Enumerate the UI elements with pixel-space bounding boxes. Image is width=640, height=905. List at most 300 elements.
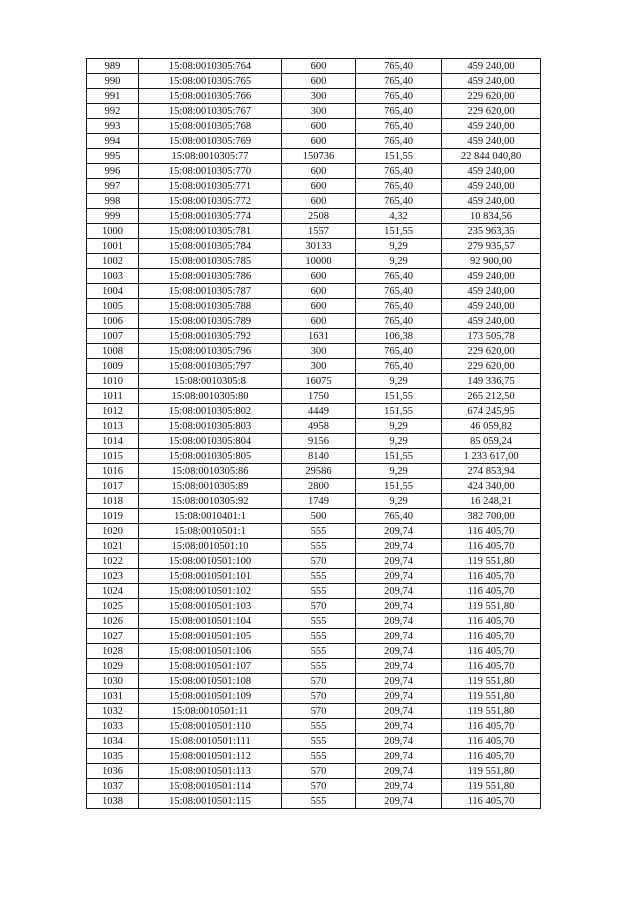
area-cell: 1750 [282, 389, 356, 404]
table-row [87, 779, 541, 794]
cadastral-value-cell: 459 240,00 [442, 269, 541, 284]
cadastral-number-cell: 15:08:0010305:786 [139, 269, 282, 284]
cadastral-value-cell: 382 700,00 [442, 509, 541, 524]
specific-value-cell: 151,55 [356, 389, 442, 404]
cadastral-value-cell: 116 405,70 [442, 629, 541, 644]
cadastral-value-cell: 459 240,00 [442, 134, 541, 149]
cadastral-number-cell: 15:08:0010501:112 [139, 749, 282, 764]
cadastral-value-cell: 274 853,94 [442, 464, 541, 479]
row-number-cell: 1002 [87, 254, 139, 269]
cadastral-number-cell: 15:08:0010305:797 [139, 359, 282, 374]
specific-value-cell: 106,38 [356, 329, 442, 344]
table-row [87, 239, 541, 254]
area-cell: 555 [282, 569, 356, 584]
cadastral-number-cell: 15:08:0010305:768 [139, 119, 282, 134]
table-row [87, 164, 541, 179]
table-row [87, 494, 541, 509]
cadastral-number-cell: 15:08:0010401:1 [139, 509, 282, 524]
cadastral-value-cell: 149 336,75 [442, 374, 541, 389]
cadastral-value-cell: 459 240,00 [442, 119, 541, 134]
specific-value-cell: 765,40 [356, 74, 442, 89]
area-cell: 1631 [282, 329, 356, 344]
row-number-cell: 1029 [87, 659, 139, 674]
area-cell: 300 [282, 104, 356, 119]
specific-value-cell: 765,40 [356, 89, 442, 104]
cadastral-number-cell: 15:08:0010501:101 [139, 569, 282, 584]
row-number-cell: 1023 [87, 569, 139, 584]
area-cell: 600 [282, 269, 356, 284]
area-cell: 555 [282, 794, 356, 809]
cadastral-number-cell: 15:08:0010501:115 [139, 794, 282, 809]
cadastral-number-cell: 15:08:0010305:785 [139, 254, 282, 269]
cadastral-number-cell: 15:08:0010305:766 [139, 89, 282, 104]
cadastral-number-cell: 15:08:0010501:11 [139, 704, 282, 719]
row-number-cell: 1009 [87, 359, 139, 374]
table-row [87, 599, 541, 614]
row-number-cell: 1012 [87, 404, 139, 419]
cadastral-value-cell: 229 620,00 [442, 104, 541, 119]
specific-value-cell: 765,40 [356, 344, 442, 359]
area-cell: 570 [282, 554, 356, 569]
table-row [87, 554, 541, 569]
table-row [87, 434, 541, 449]
table-row [87, 119, 541, 134]
cadastral-value-cell: 119 551,80 [442, 779, 541, 794]
cadastral-value-cell: 10 834,56 [442, 209, 541, 224]
row-number-cell: 989 [87, 59, 139, 74]
cadastral-number-cell: 15:08:0010305:8 [139, 374, 282, 389]
table-row [87, 644, 541, 659]
table-row [87, 419, 541, 434]
row-number-cell: 1032 [87, 704, 139, 719]
cadastral-number-cell: 15:08:0010305:805 [139, 449, 282, 464]
row-number-cell: 1019 [87, 509, 139, 524]
row-number-cell: 1016 [87, 464, 139, 479]
table-row [87, 329, 541, 344]
row-number-cell: 1024 [87, 584, 139, 599]
cadastral-number-cell: 15:08:0010305:86 [139, 464, 282, 479]
cadastral-value-cell: 16 248,21 [442, 494, 541, 509]
area-cell: 2800 [282, 479, 356, 494]
table-row [87, 674, 541, 689]
row-number-cell: 1008 [87, 344, 139, 359]
area-cell: 600 [282, 284, 356, 299]
table-row [87, 89, 541, 104]
cadastral-value-cell: 235 963,35 [442, 224, 541, 239]
specific-value-cell: 209,74 [356, 734, 442, 749]
area-cell: 570 [282, 599, 356, 614]
specific-value-cell: 151,55 [356, 404, 442, 419]
cadastral-value-cell: 119 551,80 [442, 704, 541, 719]
cadastral-number-cell: 15:08:0010305:770 [139, 164, 282, 179]
cadastral-value-cell: 229 620,00 [442, 89, 541, 104]
specific-value-cell: 765,40 [356, 59, 442, 74]
specific-value-cell: 209,74 [356, 569, 442, 584]
cadastral-number-cell: 15:08:0010305:803 [139, 419, 282, 434]
area-cell: 570 [282, 779, 356, 794]
cadastral-value-cell: 459 240,00 [442, 179, 541, 194]
area-cell: 9156 [282, 434, 356, 449]
row-number-cell: 991 [87, 89, 139, 104]
cadastral-value-cell: 459 240,00 [442, 164, 541, 179]
table-row [87, 299, 541, 314]
cadastral-number-cell: 15:08:0010305:796 [139, 344, 282, 359]
cadastral-number-cell: 15:08:0010305:792 [139, 329, 282, 344]
row-number-cell: 1005 [87, 299, 139, 314]
cadastral-value-cell: 116 405,70 [442, 539, 541, 554]
specific-value-cell: 765,40 [356, 104, 442, 119]
area-cell: 570 [282, 764, 356, 779]
cadastral-number-cell: 15:08:0010305:80 [139, 389, 282, 404]
row-number-cell: 1000 [87, 224, 139, 239]
table-row [87, 224, 541, 239]
specific-value-cell: 209,74 [356, 794, 442, 809]
cadastral-value-cell: 173 505,78 [442, 329, 541, 344]
cadastral-value-cell: 279 935,57 [442, 239, 541, 254]
area-cell: 570 [282, 674, 356, 689]
area-cell: 600 [282, 134, 356, 149]
specific-value-cell: 209,74 [356, 599, 442, 614]
specific-value-cell: 765,40 [356, 284, 442, 299]
cadastral-value-cell: 119 551,80 [442, 689, 541, 704]
area-cell: 8140 [282, 449, 356, 464]
table-row [87, 209, 541, 224]
table-row [87, 389, 541, 404]
specific-value-cell: 765,40 [356, 314, 442, 329]
area-cell: 600 [282, 314, 356, 329]
row-number-cell: 1028 [87, 644, 139, 659]
area-cell: 500 [282, 509, 356, 524]
area-cell: 4449 [282, 404, 356, 419]
table-row [87, 509, 541, 524]
table-row [87, 764, 541, 779]
specific-value-cell: 209,74 [356, 524, 442, 539]
specific-value-cell: 209,74 [356, 779, 442, 794]
cadastral-number-cell: 15:08:0010501:109 [139, 689, 282, 704]
cadastral-value-cell: 116 405,70 [442, 719, 541, 734]
table-row [87, 539, 541, 554]
cadastral-value-cell: 119 551,80 [442, 674, 541, 689]
cadastral-number-cell: 15:08:0010501:102 [139, 584, 282, 599]
area-cell: 16075 [282, 374, 356, 389]
specific-value-cell: 151,55 [356, 149, 442, 164]
specific-value-cell: 209,74 [356, 764, 442, 779]
row-number-cell: 1014 [87, 434, 139, 449]
table-row [87, 104, 541, 119]
area-cell: 10000 [282, 254, 356, 269]
area-cell: 2508 [282, 209, 356, 224]
cadastral-number-cell: 15:08:0010501:107 [139, 659, 282, 674]
row-number-cell: 1026 [87, 614, 139, 629]
cadastral-number-cell: 15:08:0010305:772 [139, 194, 282, 209]
row-number-cell: 1021 [87, 539, 139, 554]
specific-value-cell: 209,74 [356, 554, 442, 569]
row-number-cell: 1036 [87, 764, 139, 779]
specific-value-cell: 765,40 [356, 299, 442, 314]
cadastral-value-cell: 116 405,70 [442, 794, 541, 809]
area-cell: 555 [282, 584, 356, 599]
cadastral-number-cell: 15:08:0010305:784 [139, 239, 282, 254]
cadastral-value-cell: 674 245,95 [442, 404, 541, 419]
row-number-cell: 1030 [87, 674, 139, 689]
table-row [87, 149, 541, 164]
specific-value-cell: 209,74 [356, 689, 442, 704]
table-row [87, 659, 541, 674]
row-number-cell: 1010 [87, 374, 139, 389]
row-number-cell: 1013 [87, 419, 139, 434]
cadastral-value-cell: 116 405,70 [442, 614, 541, 629]
cadastral-value-table [86, 58, 541, 809]
specific-value-cell: 765,40 [356, 194, 442, 209]
cadastral-number-cell: 15:08:0010501:103 [139, 599, 282, 614]
row-number-cell: 993 [87, 119, 139, 134]
cadastral-number-cell: 15:08:0010501:10 [139, 539, 282, 554]
table-row [87, 464, 541, 479]
cadastral-value-cell: 116 405,70 [442, 644, 541, 659]
cadastral-number-cell: 15:08:0010501:108 [139, 674, 282, 689]
table-row [87, 794, 541, 809]
cadastral-number-cell: 15:08:0010305:89 [139, 479, 282, 494]
row-number-cell: 1015 [87, 449, 139, 464]
area-cell: 300 [282, 359, 356, 374]
area-cell: 150736 [282, 149, 356, 164]
area-cell: 300 [282, 344, 356, 359]
specific-value-cell: 209,74 [356, 584, 442, 599]
row-number-cell: 1027 [87, 629, 139, 644]
row-number-cell: 1006 [87, 314, 139, 329]
cadastral-value-cell: 265 212,50 [442, 389, 541, 404]
cadastral-number-cell: 15:08:0010305:92 [139, 494, 282, 509]
specific-value-cell: 765,40 [356, 179, 442, 194]
table-row [87, 719, 541, 734]
cadastral-number-cell: 15:08:0010501:1 [139, 524, 282, 539]
row-number-cell: 997 [87, 179, 139, 194]
specific-value-cell: 209,74 [356, 749, 442, 764]
specific-value-cell: 765,40 [356, 509, 442, 524]
specific-value-cell: 765,40 [356, 119, 442, 134]
row-number-cell: 1011 [87, 389, 139, 404]
table-row [87, 614, 541, 629]
table-row [87, 404, 541, 419]
row-number-cell: 1020 [87, 524, 139, 539]
row-number-cell: 999 [87, 209, 139, 224]
row-number-cell: 1022 [87, 554, 139, 569]
specific-value-cell: 209,74 [356, 539, 442, 554]
cadastral-number-cell: 15:08:0010501:100 [139, 554, 282, 569]
row-number-cell: 996 [87, 164, 139, 179]
table-row [87, 359, 541, 374]
table-row [87, 689, 541, 704]
area-cell: 555 [282, 749, 356, 764]
cadastral-value-cell: 424 340,00 [442, 479, 541, 494]
area-cell: 570 [282, 689, 356, 704]
row-number-cell: 1025 [87, 599, 139, 614]
table-row [87, 569, 541, 584]
cadastral-number-cell: 15:08:0010305:769 [139, 134, 282, 149]
area-cell: 555 [282, 539, 356, 554]
cadastral-number-cell: 15:08:0010501:113 [139, 764, 282, 779]
row-number-cell: 1033 [87, 719, 139, 734]
table-row [87, 479, 541, 494]
cadastral-value-cell: 229 620,00 [442, 359, 541, 374]
table-row [87, 74, 541, 89]
cadastral-value-cell: 229 620,00 [442, 344, 541, 359]
table-row [87, 134, 541, 149]
specific-value-cell: 9,29 [356, 419, 442, 434]
area-cell: 1557 [282, 224, 356, 239]
cadastral-value-cell: 116 405,70 [442, 524, 541, 539]
table-row [87, 374, 541, 389]
row-number-cell: 1018 [87, 494, 139, 509]
specific-value-cell: 209,74 [356, 674, 442, 689]
cadastral-value-cell: 85 059,24 [442, 434, 541, 449]
row-number-cell: 1001 [87, 239, 139, 254]
cadastral-value-cell: 459 240,00 [442, 284, 541, 299]
area-cell: 600 [282, 164, 356, 179]
cadastral-number-cell: 15:08:0010305:804 [139, 434, 282, 449]
row-number-cell: 1034 [87, 734, 139, 749]
row-number-cell: 1003 [87, 269, 139, 284]
area-cell: 29586 [282, 464, 356, 479]
area-cell: 555 [282, 644, 356, 659]
row-number-cell: 994 [87, 134, 139, 149]
area-cell: 555 [282, 629, 356, 644]
cadastral-number-cell: 15:08:0010305:77 [139, 149, 282, 164]
row-number-cell: 1031 [87, 689, 139, 704]
table-row [87, 284, 541, 299]
specific-value-cell: 151,55 [356, 449, 442, 464]
row-number-cell: 1007 [87, 329, 139, 344]
specific-value-cell: 765,40 [356, 359, 442, 374]
table-row [87, 734, 541, 749]
cadastral-value-cell: 1 233 617,00 [442, 449, 541, 464]
cadastral-number-cell: 15:08:0010305:781 [139, 224, 282, 239]
cadastral-value-cell: 119 551,80 [442, 599, 541, 614]
specific-value-cell: 209,74 [356, 659, 442, 674]
specific-value-cell: 209,74 [356, 719, 442, 734]
area-cell: 570 [282, 704, 356, 719]
table-row [87, 749, 541, 764]
cadastral-number-cell: 15:08:0010305:771 [139, 179, 282, 194]
cadastral-number-cell: 15:08:0010501:111 [139, 734, 282, 749]
cadastral-value-cell: 46 059,82 [442, 419, 541, 434]
table-body [87, 59, 541, 809]
table-row [87, 254, 541, 269]
cadastral-value-cell: 119 551,80 [442, 764, 541, 779]
area-cell: 1749 [282, 494, 356, 509]
cadastral-value-cell: 459 240,00 [442, 74, 541, 89]
table-row [87, 629, 541, 644]
cadastral-number-cell: 15:08:0010501:106 [139, 644, 282, 659]
cadastral-number-cell: 15:08:0010305:767 [139, 104, 282, 119]
row-number-cell: 990 [87, 74, 139, 89]
specific-value-cell: 765,40 [356, 134, 442, 149]
specific-value-cell: 9,29 [356, 464, 442, 479]
cadastral-value-cell: 459 240,00 [442, 314, 541, 329]
area-cell: 600 [282, 74, 356, 89]
cadastral-number-cell: 15:08:0010501:104 [139, 614, 282, 629]
specific-value-cell: 4,32 [356, 209, 442, 224]
cadastral-value-cell: 92 900,00 [442, 254, 541, 269]
table-row [87, 704, 541, 719]
row-number-cell: 1035 [87, 749, 139, 764]
cadastral-number-cell: 15:08:0010501:114 [139, 779, 282, 794]
specific-value-cell: 765,40 [356, 269, 442, 284]
cadastral-number-cell: 15:08:0010305:789 [139, 314, 282, 329]
table-row [87, 449, 541, 464]
cadastral-value-cell: 119 551,80 [442, 554, 541, 569]
specific-value-cell: 9,29 [356, 494, 442, 509]
cadastral-value-cell: 116 405,70 [442, 659, 541, 674]
specific-value-cell: 765,40 [356, 164, 442, 179]
specific-value-cell: 209,74 [356, 704, 442, 719]
table-row [87, 179, 541, 194]
specific-value-cell: 209,74 [356, 614, 442, 629]
area-cell: 600 [282, 179, 356, 194]
cadastral-value-cell: 459 240,00 [442, 59, 541, 74]
cadastral-value-cell: 116 405,70 [442, 749, 541, 764]
specific-value-cell: 209,74 [356, 644, 442, 659]
table-row [87, 194, 541, 209]
cadastral-number-cell: 15:08:0010501:110 [139, 719, 282, 734]
area-cell: 555 [282, 614, 356, 629]
area-cell: 555 [282, 734, 356, 749]
area-cell: 300 [282, 89, 356, 104]
specific-value-cell: 9,29 [356, 239, 442, 254]
specific-value-cell: 9,29 [356, 434, 442, 449]
table-row [87, 314, 541, 329]
table-row [87, 524, 541, 539]
table-row [87, 59, 541, 74]
cadastral-value-cell: 116 405,70 [442, 584, 541, 599]
cadastral-value-cell: 116 405,70 [442, 569, 541, 584]
cadastral-value-cell: 116 405,70 [442, 734, 541, 749]
area-cell: 600 [282, 119, 356, 134]
cadastral-number-cell: 15:08:0010305:774 [139, 209, 282, 224]
specific-value-cell: 209,74 [356, 629, 442, 644]
table-row [87, 584, 541, 599]
table-row [87, 269, 541, 284]
area-cell: 600 [282, 59, 356, 74]
cadastral-value-cell: 459 240,00 [442, 299, 541, 314]
cadastral-number-cell: 15:08:0010305:765 [139, 74, 282, 89]
row-number-cell: 1037 [87, 779, 139, 794]
cadastral-value-cell: 459 240,00 [442, 194, 541, 209]
cadastral-value-cell: 22 844 040,80 [442, 149, 541, 164]
area-cell: 555 [282, 719, 356, 734]
cadastral-number-cell: 15:08:0010305:802 [139, 404, 282, 419]
cadastral-number-cell: 15:08:0010305:787 [139, 284, 282, 299]
specific-value-cell: 151,55 [356, 479, 442, 494]
cadastral-number-cell: 15:08:0010305:764 [139, 59, 282, 74]
row-number-cell: 995 [87, 149, 139, 164]
area-cell: 600 [282, 194, 356, 209]
row-number-cell: 992 [87, 104, 139, 119]
row-number-cell: 1017 [87, 479, 139, 494]
area-cell: 600 [282, 299, 356, 314]
area-cell: 555 [282, 524, 356, 539]
specific-value-cell: 9,29 [356, 254, 442, 269]
row-number-cell: 998 [87, 194, 139, 209]
specific-value-cell: 9,29 [356, 374, 442, 389]
cadastral-number-cell: 15:08:0010305:788 [139, 299, 282, 314]
specific-value-cell: 151,55 [356, 224, 442, 239]
area-cell: 30133 [282, 239, 356, 254]
area-cell: 555 [282, 659, 356, 674]
table-row [87, 344, 541, 359]
area-cell: 4958 [282, 419, 356, 434]
row-number-cell: 1038 [87, 794, 139, 809]
